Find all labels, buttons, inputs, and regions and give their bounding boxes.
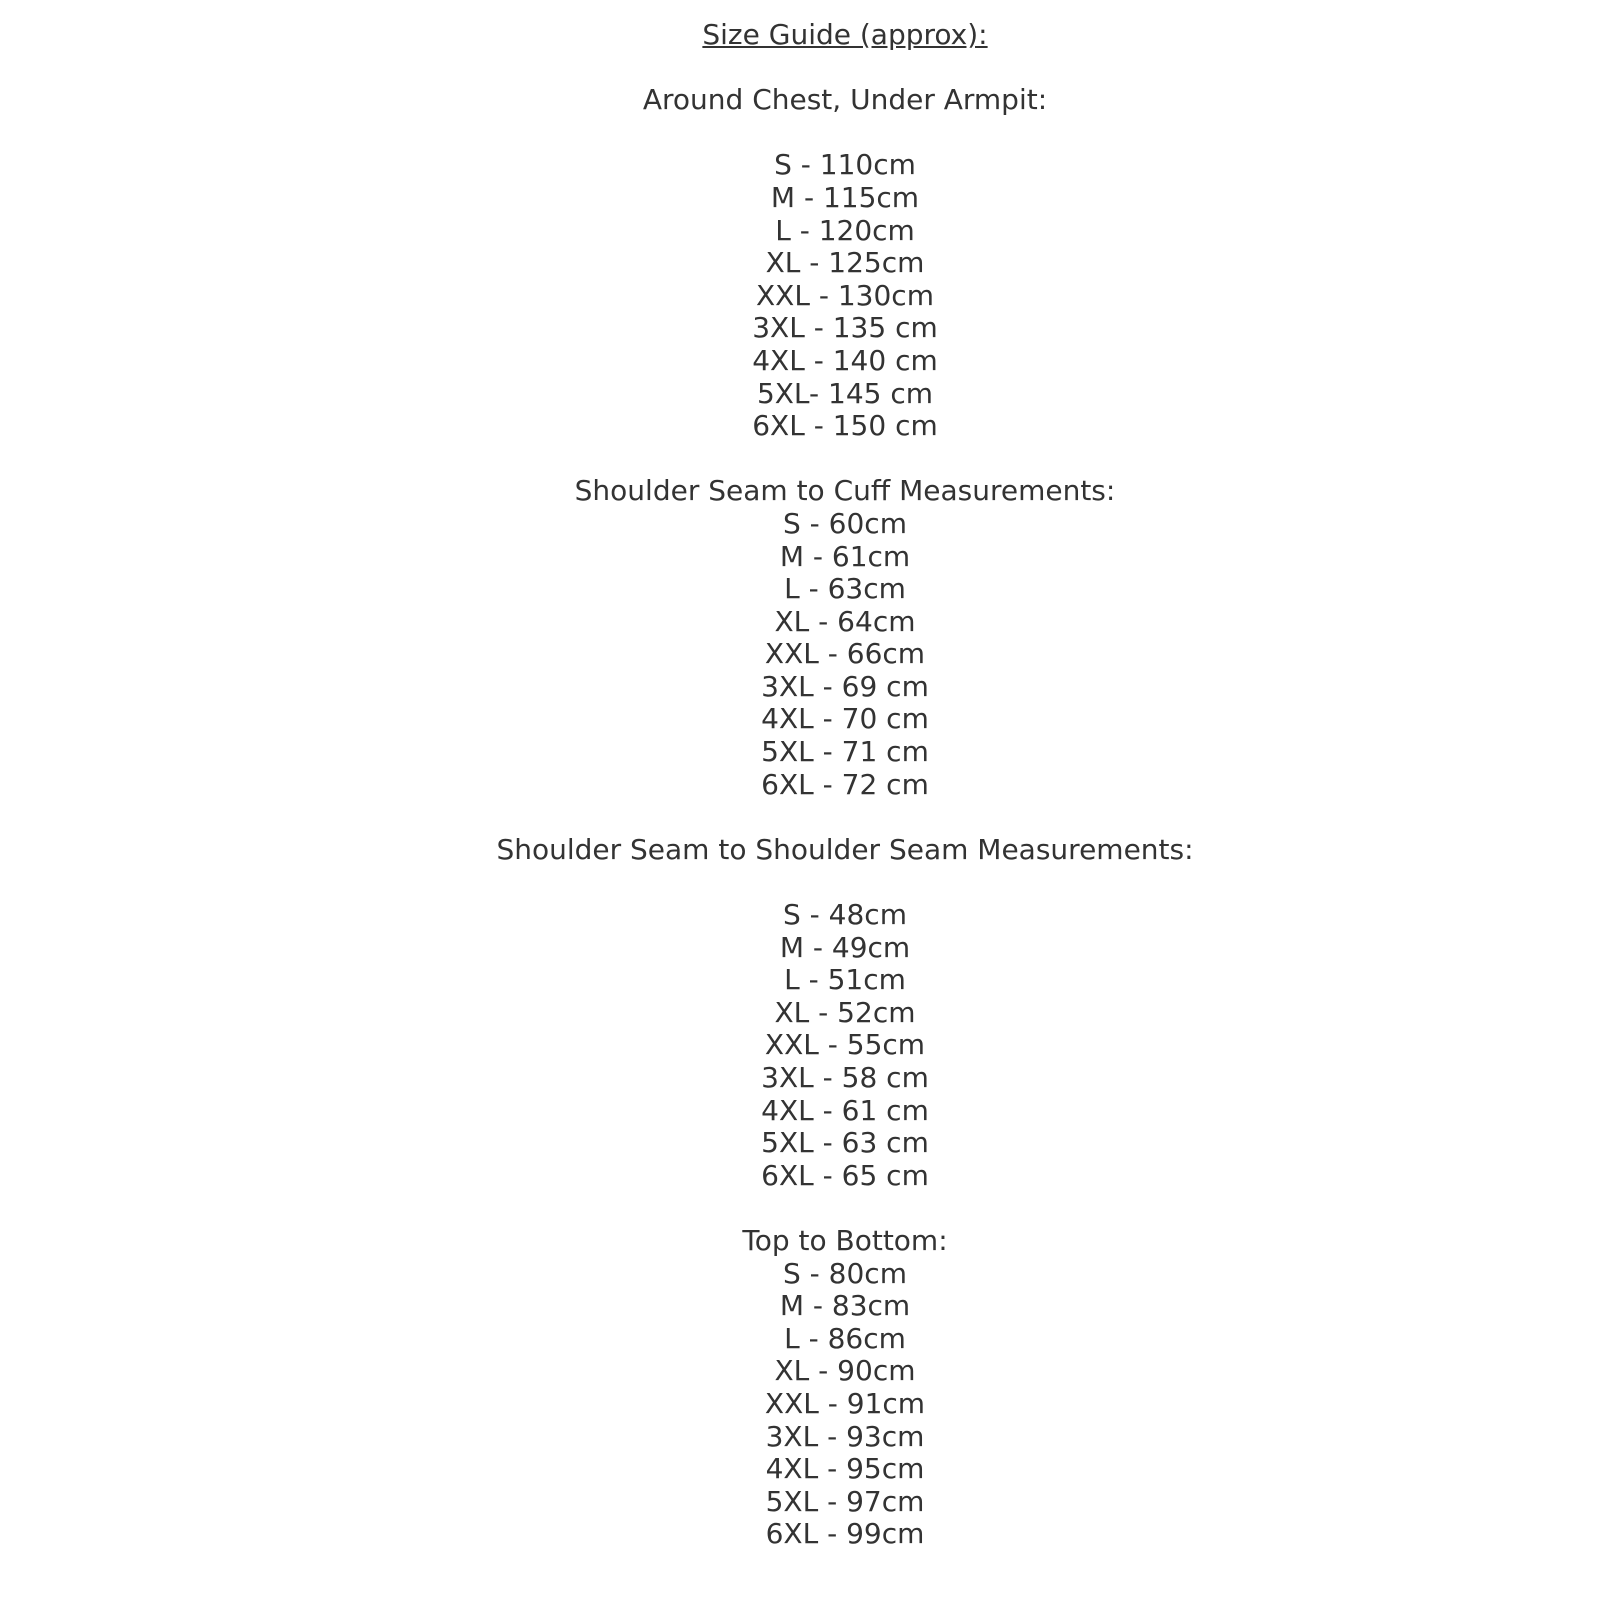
section-heading: Shoulder Seam to Shoulder Seam Measurements: — [496, 832, 1194, 866]
size-row: M - 83cm — [779, 1289, 911, 1323]
size-row: XL - 64cm — [774, 604, 916, 638]
size-row: XL - 90cm — [774, 1354, 916, 1388]
size-row: 3XL - 93cm — [765, 1419, 925, 1453]
size-row: XL - 52cm — [774, 995, 916, 1029]
size-row: 6XL - 72 cm — [761, 767, 929, 801]
size-row: 5XL- 145 cm — [756, 376, 934, 410]
size-row: 3XL - 69 cm — [761, 669, 929, 703]
size-row: 4XL - 70 cm — [761, 702, 929, 736]
blank-line — [90, 801, 1600, 834]
size-row: M - 49cm — [779, 930, 911, 964]
size-row: M - 115cm — [770, 180, 920, 214]
blank-line — [90, 52, 1600, 85]
size-row: 4XL - 140 cm — [752, 343, 938, 377]
section-heading: Shoulder Seam to Cuff Measurements: — [574, 474, 1116, 508]
size-row: 5XL - 71 cm — [761, 735, 929, 769]
size-row: L - 120cm — [775, 213, 915, 247]
size-guide-sections — [90, 84, 1600, 1551]
blank-line — [90, 117, 1600, 150]
size-row: XXL - 55cm — [764, 1028, 926, 1062]
size-row: 3XL - 58 cm — [761, 1061, 929, 1094]
section-heading: Around Chest, Under Armpit: — [642, 83, 1048, 117]
size-row: S - 80cm — [783, 1256, 907, 1290]
size-row: S - 110cm — [774, 148, 916, 182]
size-row: 3XL - 135 cm — [752, 311, 938, 345]
size-row: 6XL - 99cm — [765, 1517, 925, 1551]
size-row: M - 61cm — [779, 539, 911, 573]
section-heading: Top to Bottom: — [742, 1223, 948, 1257]
blank-line — [90, 1192, 1600, 1225]
size-row: 5XL - 63 cm — [761, 1126, 929, 1160]
size-row: L - 86cm — [784, 1321, 906, 1355]
size-row: S - 48cm — [783, 898, 907, 932]
size-row: XL - 125cm — [765, 246, 925, 280]
size-row: S - 60cm — [783, 506, 907, 540]
size-row: L - 63cm — [784, 572, 906, 606]
page-title: Size Guide (approx): — [702, 18, 988, 51]
size-row: 6XL - 65 cm — [761, 1158, 929, 1192]
size-row: 4XL - 95cm — [765, 1452, 925, 1486]
size-row: 6XL - 150 cm — [752, 409, 938, 443]
size-row: XXL - 91cm — [764, 1386, 926, 1420]
blank-line — [90, 866, 1600, 899]
blank-line — [90, 443, 1600, 476]
size-row: 4XL - 61 cm — [761, 1093, 929, 1127]
size-row: XXL - 66cm — [764, 637, 926, 671]
size-row: L - 51cm — [784, 963, 906, 997]
size-row: XXL - 130cm — [756, 278, 934, 312]
size-row: 5XL - 97cm — [765, 1484, 925, 1518]
